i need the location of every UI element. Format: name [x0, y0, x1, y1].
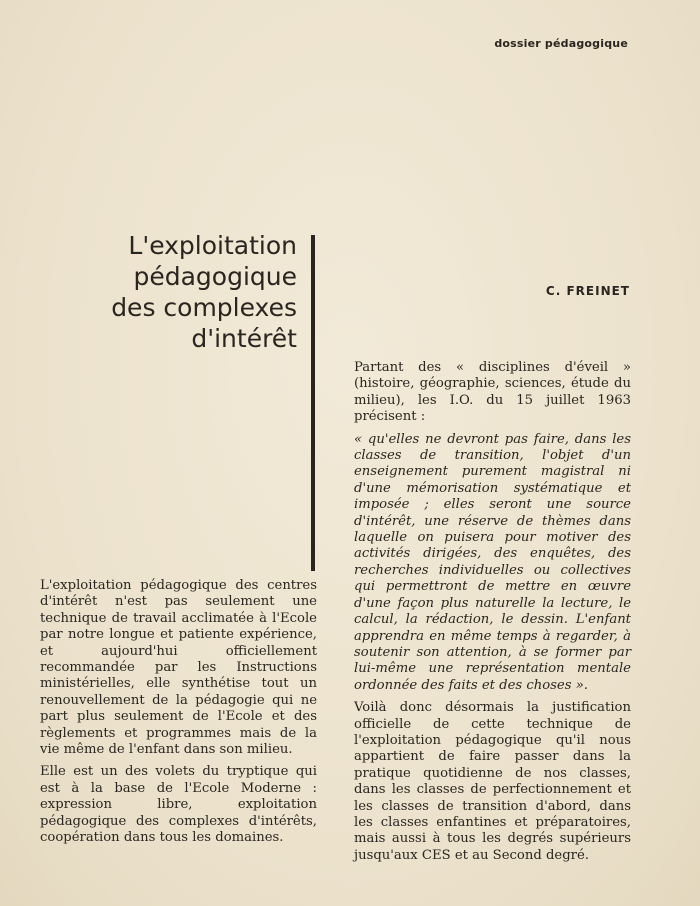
- left-column: [40, 578, 317, 853]
- article-title: [60, 230, 297, 354]
- title-line: des complexes: [111, 293, 297, 322]
- title-line: d'intérêt: [191, 324, 297, 353]
- title-line: L'exploitation: [128, 231, 297, 260]
- intro-paragraph: Partant des « disciplines d'éveil » (histoire, géographie, sciences, étude du milieu), les I.O. du 15 juillet 1963 précisent :: [354, 360, 631, 425]
- title-rule: [311, 235, 315, 571]
- quoted-instructions: « qu'elles ne devront pas faire, dans les classes de transition, l'objet d'un enseignement purement magistral ni d'une mémorisation systématique et imposée ; elles seront une source d'intérêt, une réserve de thèmes dans laquelle on puisera pour motiver des activités dirigées, des enquêtes, des recherches individuelles ou collectives qui permettront de mettre en œuvre d'une façon plus naturelle la lecture, le calcul, la rédaction, le dessin. L'enfant apprendra en même temps à regarder, à soutenir son attention, à se former par lui-même une représentation mentale ordonnée des faits et des choses ».: [354, 431, 631, 693]
- author-name: C. FREINET: [545, 284, 630, 298]
- section-header: dossier pédagogique: [494, 37, 628, 50]
- body-paragraph: L'exploitation pédagogique des centres d'intérêt n'est pas seulement une technique de travail acclimatée à l'Ecole par notre longue et patiente expérience, et aujourd'hui officiellement recommandée par les Instructions ministérielles, elle synthétise tout un renouvellement de la pédagogie qui ne part plus seulement de l'Ecole et des règlements et programmes mais de la vie même de l'enfant dans son milieu.: [40, 578, 317, 758]
- title-line: pédagogique: [133, 262, 297, 291]
- right-column: [354, 360, 631, 870]
- body-paragraph: Elle est un des volets du tryptique qui est à la base de l'Ecole Moderne : expression libre, exploitation pédagogique des complexes d'intérêts, coopération dans tous les domaines.: [40, 764, 317, 846]
- closing-paragraph: Voilà donc désormais la justification officielle de cette technique de l'exploitation pédagogique qu'il nous appartient de faire passer dans la pratique quotidienne de nos classes, dans les classes de perfectionnement et les classes de transition d'abord, dans les classes enfantines et préparatoires, mais aussi à tous les degrés supérieurs jusqu'aux CES et au Second degré.: [354, 700, 631, 863]
